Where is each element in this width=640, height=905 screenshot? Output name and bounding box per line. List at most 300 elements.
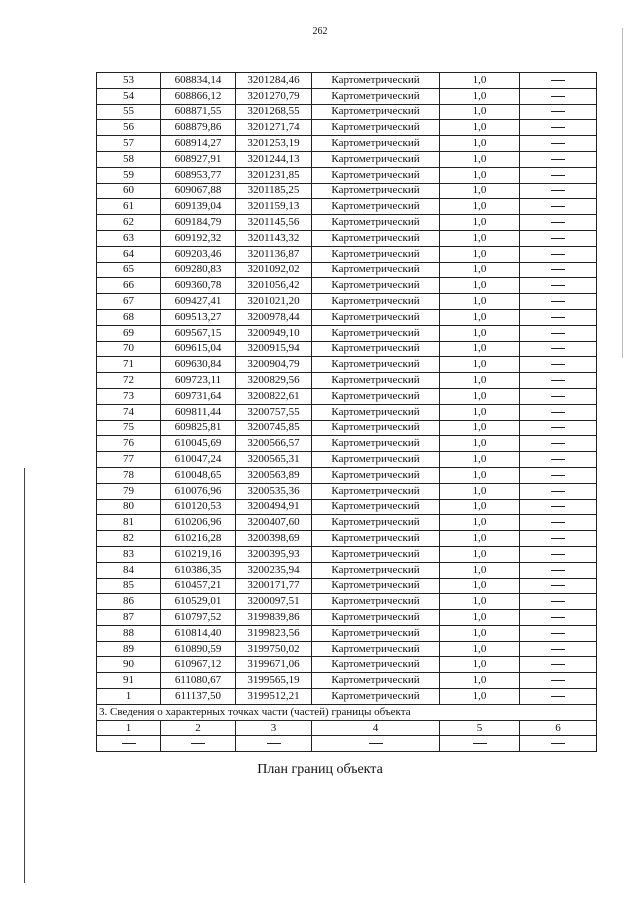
table-row (97, 120, 597, 136)
description-cell (520, 167, 597, 183)
dash-mark (551, 459, 565, 460)
scan-edge-line (24, 468, 25, 883)
precision-cell: 1,0 (440, 689, 520, 705)
point-number-cell: 61 (97, 199, 161, 215)
description-cell (520, 215, 597, 231)
x-coordinate-cell: 609184,79 (161, 215, 236, 231)
method-cell: Картометрический (312, 673, 440, 689)
point-number-cell: 87 (97, 610, 161, 626)
x-coordinate-cell: 610219,16 (161, 546, 236, 562)
y-coordinate-cell: 3201231,85 (236, 167, 312, 183)
precision-cell: 1,0 (440, 562, 520, 578)
dash-mark (551, 506, 565, 507)
precision-cell: 1,0 (440, 610, 520, 626)
precision-cell: 1,0 (440, 546, 520, 562)
x-coordinate-cell: 610076,96 (161, 483, 236, 499)
point-number-cell: 56 (97, 120, 161, 136)
point-number-cell: 64 (97, 246, 161, 262)
y-coordinate-cell: 3200494,91 (236, 499, 312, 515)
table-row (97, 531, 597, 547)
point-number-cell: 83 (97, 546, 161, 562)
precision-cell: 1,0 (440, 467, 520, 483)
method-cell: Картометрический (312, 230, 440, 246)
x-coordinate-cell: 609567,15 (161, 325, 236, 341)
precision-cell: 1,0 (440, 436, 520, 452)
dash-mark (551, 601, 565, 602)
table-row (97, 467, 597, 483)
x-coordinate-cell: 610120,53 (161, 499, 236, 515)
y-coordinate-cell: 3201244,13 (236, 151, 312, 167)
x-coordinate-cell: 610206,96 (161, 515, 236, 531)
x-coordinate-cell: 608871,55 (161, 104, 236, 120)
dash-mark (191, 743, 205, 744)
dash-mark (369, 743, 383, 744)
point-number-cell: 54 (97, 88, 161, 104)
y-coordinate-cell: 3199839,86 (236, 610, 312, 626)
table-row (97, 309, 597, 325)
method-cell: Картометрический (312, 136, 440, 152)
dash-mark (551, 348, 565, 349)
table-row (97, 562, 597, 578)
y-coordinate-cell: 3199750,02 (236, 641, 312, 657)
method-cell: Картометрический (312, 151, 440, 167)
dash-mark (551, 617, 565, 618)
precision-cell: 1,0 (440, 594, 520, 610)
y-coordinate-cell: 3201185,25 (236, 183, 312, 199)
description-cell (520, 357, 597, 373)
precision-cell: 1,0 (440, 625, 520, 641)
dash-mark (551, 396, 565, 397)
method-cell: Картометрический (312, 199, 440, 215)
precision-cell: 1,0 (440, 673, 520, 689)
dash-mark (551, 443, 565, 444)
y-coordinate-cell: 3200395,93 (236, 546, 312, 562)
description-cell (520, 373, 597, 389)
point-number-cell: 91 (97, 673, 161, 689)
method-cell: Картометрический (312, 357, 440, 373)
point-number-cell: 74 (97, 404, 161, 420)
dash-mark (551, 538, 565, 539)
method-cell: Картометрический (312, 610, 440, 626)
description-cell (520, 262, 597, 278)
precision-cell: 1,0 (440, 499, 520, 515)
x-coordinate-cell: 608914,27 (161, 136, 236, 152)
point-number-cell: 55 (97, 104, 161, 120)
precision-cell: 1,0 (440, 515, 520, 531)
precision-cell: 1,0 (440, 483, 520, 499)
method-cell: Картометрический (312, 452, 440, 468)
x-coordinate-cell: 610047,24 (161, 452, 236, 468)
point-number-cell: 69 (97, 325, 161, 341)
column-number: 2 (161, 720, 236, 736)
method-cell: Картометрический (312, 689, 440, 705)
method-cell: Картометрический (312, 578, 440, 594)
x-coordinate-cell: 610797,52 (161, 610, 236, 626)
y-coordinate-cell: 3199671,06 (236, 657, 312, 673)
column-number: 3 (236, 720, 312, 736)
dash-mark (551, 127, 565, 128)
method-cell: Картометрический (312, 88, 440, 104)
dash-mark (551, 238, 565, 239)
x-coordinate-cell: 610386,35 (161, 562, 236, 578)
point-number-cell: 85 (97, 578, 161, 594)
method-cell: Картометрический (312, 594, 440, 610)
y-coordinate-cell: 3201271,74 (236, 120, 312, 136)
empty-cell (520, 736, 597, 752)
table-row (97, 199, 597, 215)
y-coordinate-cell: 3200171,77 (236, 578, 312, 594)
dash-mark (551, 80, 565, 81)
y-coordinate-cell: 3201253,19 (236, 136, 312, 152)
dash-mark (551, 206, 565, 207)
scan-edge-line (622, 28, 623, 358)
method-cell: Картометрический (312, 262, 440, 278)
x-coordinate-cell: 610048,65 (161, 467, 236, 483)
dash-mark (551, 254, 565, 255)
y-coordinate-cell: 3201092,02 (236, 262, 312, 278)
method-cell: Картометрический (312, 341, 440, 357)
column-number-row (97, 720, 597, 736)
dash-mark (551, 96, 565, 97)
y-coordinate-cell: 3199512,21 (236, 689, 312, 705)
dash-mark (551, 664, 565, 665)
y-coordinate-cell: 3200757,55 (236, 404, 312, 420)
y-coordinate-cell: 3201159,13 (236, 199, 312, 215)
precision-cell: 1,0 (440, 404, 520, 420)
column-number: 5 (440, 720, 520, 736)
precision-cell: 1,0 (440, 531, 520, 547)
table-row (97, 483, 597, 499)
table-row (97, 104, 597, 120)
point-number-cell: 72 (97, 373, 161, 389)
table-row (97, 183, 597, 199)
description-cell (520, 515, 597, 531)
description-cell (520, 499, 597, 515)
point-number-cell: 65 (97, 262, 161, 278)
empty-cell (312, 736, 440, 752)
point-number-cell: 58 (97, 151, 161, 167)
method-cell: Картометрический (312, 246, 440, 262)
y-coordinate-cell: 3200566,57 (236, 436, 312, 452)
column-number: 1 (97, 720, 161, 736)
precision-cell: 1,0 (440, 388, 520, 404)
precision-cell: 1,0 (440, 278, 520, 294)
x-coordinate-cell: 609630,84 (161, 357, 236, 373)
precision-cell: 1,0 (440, 230, 520, 246)
description-cell (520, 562, 597, 578)
dash-mark (551, 317, 565, 318)
dash-mark (551, 111, 565, 112)
table-row (97, 546, 597, 562)
precision-cell: 1,0 (440, 641, 520, 657)
y-coordinate-cell: 3200829,56 (236, 373, 312, 389)
method-cell: Картометрический (312, 167, 440, 183)
dash-mark (551, 491, 565, 492)
dash-mark (267, 743, 281, 744)
x-coordinate-cell: 610890,59 (161, 641, 236, 657)
description-cell (520, 673, 597, 689)
dash-mark (551, 475, 565, 476)
dash-mark (551, 743, 565, 744)
method-cell: Картометрический (312, 73, 440, 89)
dash-mark (551, 143, 565, 144)
table-row (97, 230, 597, 246)
precision-cell: 1,0 (440, 657, 520, 673)
point-number-cell: 66 (97, 278, 161, 294)
table-row (97, 88, 597, 104)
method-cell: Картометрический (312, 546, 440, 562)
x-coordinate-cell: 610045,69 (161, 436, 236, 452)
x-coordinate-cell: 610457,21 (161, 578, 236, 594)
description-cell (520, 294, 597, 310)
method-cell: Картометрический (312, 562, 440, 578)
x-coordinate-cell: 609615,04 (161, 341, 236, 357)
table-row (97, 215, 597, 231)
table-row (97, 499, 597, 515)
table-row (97, 373, 597, 389)
table-row (97, 294, 597, 310)
section-title: 3. Сведения о характерных точках части (частей) границы объекта (97, 704, 597, 720)
method-cell: Картометрический (312, 531, 440, 547)
description-cell (520, 546, 597, 562)
table-row (97, 515, 597, 531)
y-coordinate-cell: 3201021,20 (236, 294, 312, 310)
precision-cell: 1,0 (440, 120, 520, 136)
description-cell (520, 388, 597, 404)
point-number-cell: 62 (97, 215, 161, 231)
point-number-cell: 80 (97, 499, 161, 515)
y-coordinate-cell: 3200904,79 (236, 357, 312, 373)
point-number-cell: 82 (97, 531, 161, 547)
point-number-cell: 53 (97, 73, 161, 89)
dash-mark (551, 380, 565, 381)
method-cell: Картометрический (312, 404, 440, 420)
table-row (97, 73, 597, 89)
table-row (97, 689, 597, 705)
precision-cell: 1,0 (440, 167, 520, 183)
table-row (97, 136, 597, 152)
dash-mark (551, 427, 565, 428)
x-coordinate-cell: 609280,83 (161, 262, 236, 278)
precision-cell: 1,0 (440, 199, 520, 215)
table-row (97, 673, 597, 689)
method-cell: Картометрический (312, 309, 440, 325)
precision-cell: 1,0 (440, 325, 520, 341)
precision-cell: 1,0 (440, 104, 520, 120)
method-cell: Картометрический (312, 120, 440, 136)
method-cell: Картометрический (312, 420, 440, 436)
y-coordinate-cell: 3200915,94 (236, 341, 312, 357)
table-row (97, 578, 597, 594)
x-coordinate-cell: 611080,67 (161, 673, 236, 689)
y-coordinate-cell: 3200398,69 (236, 531, 312, 547)
dash-mark (551, 159, 565, 160)
description-cell (520, 404, 597, 420)
table-row (97, 246, 597, 262)
x-coordinate-cell: 611137,50 (161, 689, 236, 705)
description-cell (520, 420, 597, 436)
description-cell (520, 136, 597, 152)
description-cell (520, 341, 597, 357)
point-number-cell: 68 (97, 309, 161, 325)
x-coordinate-cell: 609139,04 (161, 199, 236, 215)
x-coordinate-cell: 609192,32 (161, 230, 236, 246)
point-number-cell: 67 (97, 294, 161, 310)
y-coordinate-cell: 3201268,55 (236, 104, 312, 120)
x-coordinate-cell: 608866,12 (161, 88, 236, 104)
method-cell: Картометрический (312, 515, 440, 531)
precision-cell: 1,0 (440, 294, 520, 310)
point-number-cell: 73 (97, 388, 161, 404)
point-number-cell: 63 (97, 230, 161, 246)
dash-mark (551, 554, 565, 555)
column-number: 6 (520, 720, 597, 736)
dash-mark (122, 743, 136, 744)
description-cell (520, 578, 597, 594)
table-row (97, 594, 597, 610)
table-row (97, 641, 597, 657)
point-number-cell: 84 (97, 562, 161, 578)
dash-mark (551, 522, 565, 523)
y-coordinate-cell: 3200235,94 (236, 562, 312, 578)
table-row (97, 420, 597, 436)
coordinates-table (96, 72, 597, 752)
x-coordinate-cell: 609427,41 (161, 294, 236, 310)
x-coordinate-cell: 608953,77 (161, 167, 236, 183)
table-row (97, 167, 597, 183)
description-cell (520, 452, 597, 468)
y-coordinate-cell: 3200745,85 (236, 420, 312, 436)
section-title-row (97, 704, 597, 720)
point-number-cell: 57 (97, 136, 161, 152)
table-row (97, 610, 597, 626)
point-number-cell: 71 (97, 357, 161, 373)
method-cell: Картометрический (312, 215, 440, 231)
method-cell: Картометрический (312, 183, 440, 199)
point-number-cell: 1 (97, 689, 161, 705)
table-row (97, 388, 597, 404)
empty-cell (440, 736, 520, 752)
description-cell (520, 73, 597, 89)
description-cell (520, 467, 597, 483)
point-number-cell: 81 (97, 515, 161, 531)
table-row (97, 341, 597, 357)
x-coordinate-cell: 608927,91 (161, 151, 236, 167)
point-number-cell: 76 (97, 436, 161, 452)
method-cell: Картометрический (312, 388, 440, 404)
table-row (97, 151, 597, 167)
dash-mark (551, 585, 565, 586)
point-number-cell: 59 (97, 167, 161, 183)
table-row (97, 262, 597, 278)
description-cell (520, 531, 597, 547)
page-number: 262 (312, 26, 328, 37)
description-cell (520, 104, 597, 120)
description-cell (520, 594, 597, 610)
point-number-cell: 75 (97, 420, 161, 436)
y-coordinate-cell: 3200949,10 (236, 325, 312, 341)
point-number-cell: 90 (97, 657, 161, 673)
description-cell (520, 641, 597, 657)
description-cell (520, 120, 597, 136)
table-row (97, 278, 597, 294)
dash-mark (551, 222, 565, 223)
plan-title: План границ объекта (257, 762, 383, 777)
table-row (97, 325, 597, 341)
table-row (97, 452, 597, 468)
description-cell (520, 610, 597, 626)
description-cell (520, 183, 597, 199)
precision-cell: 1,0 (440, 373, 520, 389)
dash-mark (551, 301, 565, 302)
precision-cell: 1,0 (440, 309, 520, 325)
description-cell (520, 436, 597, 452)
x-coordinate-cell: 609825,81 (161, 420, 236, 436)
y-coordinate-cell: 3201284,46 (236, 73, 312, 89)
description-cell (520, 625, 597, 641)
y-coordinate-cell: 3200563,89 (236, 467, 312, 483)
precision-cell: 1,0 (440, 246, 520, 262)
dash-mark (551, 269, 565, 270)
point-number-cell: 70 (97, 341, 161, 357)
dash-mark (551, 633, 565, 634)
description-cell (520, 246, 597, 262)
precision-cell: 1,0 (440, 88, 520, 104)
y-coordinate-cell: 3200407,60 (236, 515, 312, 531)
y-coordinate-cell: 3201136,87 (236, 246, 312, 262)
y-coordinate-cell: 3199565,19 (236, 673, 312, 689)
empty-cell (97, 736, 161, 752)
precision-cell: 1,0 (440, 452, 520, 468)
x-coordinate-cell: 608834,14 (161, 73, 236, 89)
empty-cell (161, 736, 236, 752)
method-cell: Картометрический (312, 657, 440, 673)
dash-mark (551, 680, 565, 681)
method-cell: Картометрический (312, 625, 440, 641)
method-cell: Картометрический (312, 325, 440, 341)
table-row (97, 404, 597, 420)
x-coordinate-cell: 609067,88 (161, 183, 236, 199)
y-coordinate-cell: 3200822,61 (236, 388, 312, 404)
x-coordinate-cell: 609203,46 (161, 246, 236, 262)
table-row (97, 625, 597, 641)
y-coordinate-cell: 3200535,36 (236, 483, 312, 499)
description-cell (520, 278, 597, 294)
x-coordinate-cell: 609723,11 (161, 373, 236, 389)
dash-mark (551, 412, 565, 413)
empty-cell (236, 736, 312, 752)
y-coordinate-cell: 3199823,56 (236, 625, 312, 641)
description-cell (520, 230, 597, 246)
point-number-cell: 79 (97, 483, 161, 499)
dash-mark (551, 285, 565, 286)
table-row (97, 436, 597, 452)
dash-mark (551, 175, 565, 176)
coordinates-table-body (97, 73, 597, 752)
precision-cell: 1,0 (440, 215, 520, 231)
dash-mark (551, 333, 565, 334)
x-coordinate-cell: 609360,78 (161, 278, 236, 294)
table-row (97, 357, 597, 373)
dash-mark (473, 743, 487, 744)
description-cell (520, 199, 597, 215)
description-cell (520, 325, 597, 341)
point-number-cell: 88 (97, 625, 161, 641)
description-cell (520, 309, 597, 325)
method-cell: Картометрический (312, 294, 440, 310)
column-number: 4 (312, 720, 440, 736)
method-cell: Картометрический (312, 499, 440, 515)
